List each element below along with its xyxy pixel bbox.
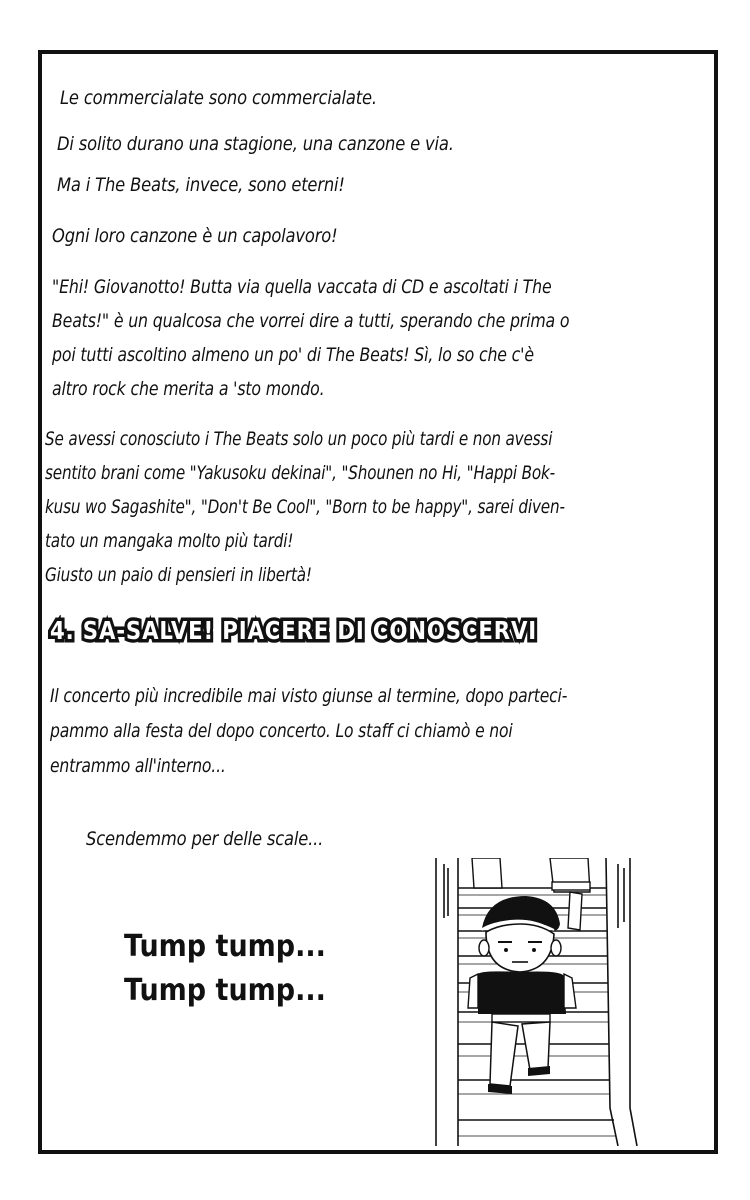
text-line-5: Scendemmo per delle scale... [86,828,324,850]
text-line-3: Ma i The Beats, invece, sono eterni! [57,174,345,196]
paragraph-1-line: "Ehi! Giovanotto! Butta via quella vaccata di CD e ascoltati i The [52,276,552,298]
paragraph-3-line: entrammo all'interno... [50,755,226,777]
paragraph-2-line: kusu wo Sagashite", "Don't Be Cool", "Born to be happy", sarei diven- [45,496,565,518]
paragraph-2-line: Se avessi conosciuto i The Beats solo un poco più tardi e non avessi [45,428,553,450]
text-line-4: Ogni loro canzone è un capolavoro! [52,225,338,247]
paragraph-1-line: poi tutti ascoltino almeno un po' di The Beats! Sì, lo so che c'è [52,344,534,366]
section-heading: 4. SA-SALVE! PIACERE DI CONOSCERVI [50,616,538,645]
sound-effect-2: Tump tump... [124,973,326,1008]
paragraph-2-line: Giusto un paio di pensieri in libertà! [45,564,312,586]
paragraph-3-line: pammo alla festa del dopo concerto. Lo staff ci chiamò e noi [50,720,513,742]
paragraph-1-line: Beats!" è un qualcosa che vorrei dire a tutti, sperando che prima o [52,310,570,332]
sound-effect-1: Tump tump... [124,929,326,964]
paragraph-2-line: sentito brani come "Yakusoku dekinai", "Shounen no Hi, "Happi Bok- [45,462,555,484]
manga-panel-man-walking-down-stairs-icon [430,858,642,1146]
paragraph-3-line: Il concerto più incredibile mai visto giunse al termine, dopo parteci- [50,685,568,707]
text-line-1: Le commercialate sono commercialate. [60,87,377,109]
text-line-2: Di solito durano una stagione, una canzone e via. [57,133,454,155]
paragraph-1-line: altro rock che merita a 'sto mondo. [52,378,325,400]
paragraph-2-line: tato un mangaka molto più tardi! [45,530,294,552]
